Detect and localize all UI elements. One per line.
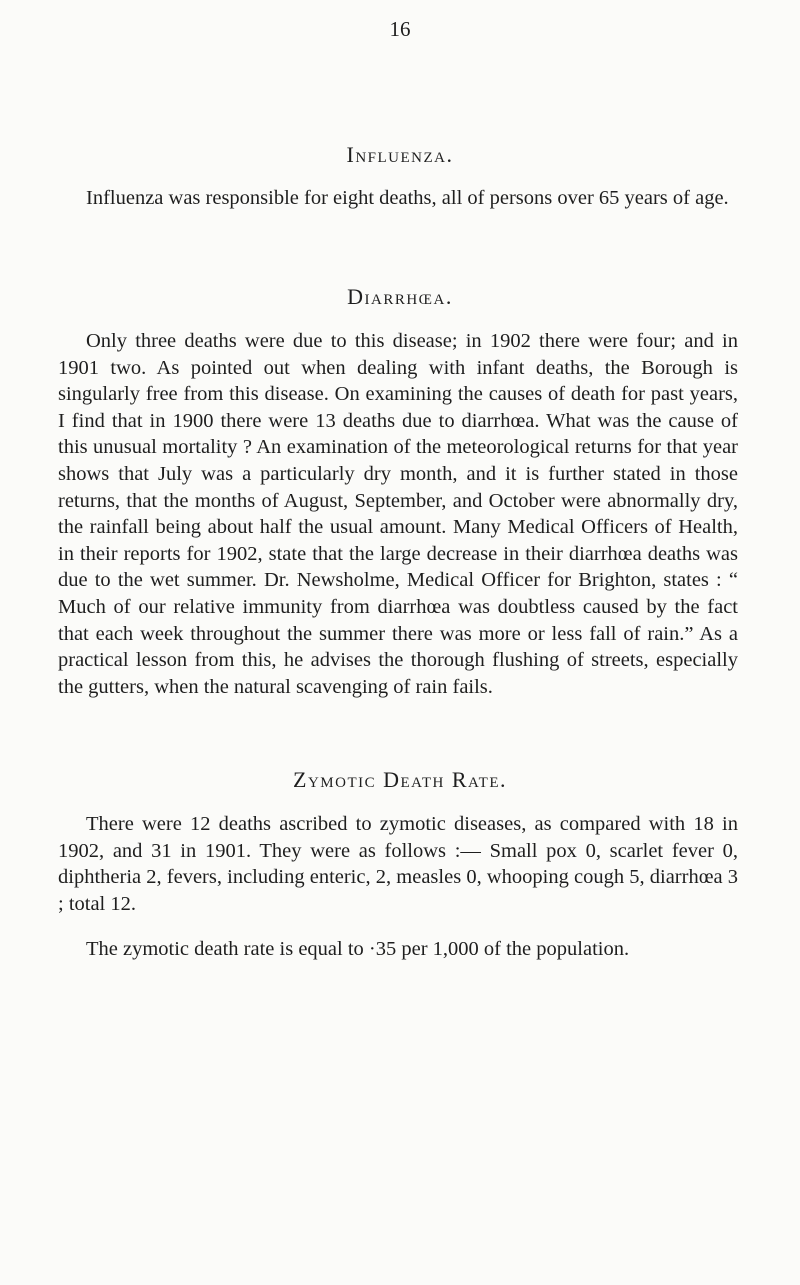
paragraph-zymotic-rate: [58, 936, 738, 963]
page-number: 16: [389, 17, 411, 41]
paragraph-zymotic-deaths-text: There were 12 deaths ascribed to zymotic diseases, as compared with 18 in 1902, and 31 in 1901. They were as follows :— Small pox 0, scarlet fever 0, diphtheria 2, fevers, including enteric, 2, measles 0, whooping cough 5, diarrhœa 3 ; total 12.: [58, 813, 738, 915]
paragraph-zymotic-deaths: [58, 811, 738, 917]
heading-influenza: Influenza.: [346, 142, 454, 167]
paragraph-diarrhoea: [58, 328, 738, 700]
paragraph-influenza-text: Influenza was responsible for eight deaths, all of persons over 65 years of age.: [86, 187, 729, 209]
paragraph-influenza: [58, 185, 738, 212]
paragraph-zymotic-rate-text: The zymotic death rate is equal to ·35 per 1,000 of the population.: [86, 938, 630, 960]
heading-zymotic-death-rate: Zymotic Death Rate.: [293, 767, 507, 792]
heading-diarrhoea: Diarrhœa.: [347, 284, 453, 309]
paragraph-diarrhoea-text: Only three deaths were due to this disease; in 1902 there were four; and in 1901 two. As pointed out when dealing with infant deaths, the Borough is singularly free from this disease. On examining the causes of death for past years, I find that in 1900 there were 13 deaths due to diarrhœa. What was the cause of this unusual mortality ? An examination of the meteorological returns for that year shows that July was a particularly dry month, and it is further stated in those returns, that the months of August, September, and October were abnormally dry, the rainfall being about half the usual amount. Many Medical Officers of Health, in their reports for 1902, state that the large decrease in their diarrhœa deaths was due to the wet summer. Dr. Newsholme, Medical Officer for Brighton, states : “ Much of our relative immunity from diarrhœa was doubtless caused by the fact that each week throughout the summer there was more or less fall of rain.” As a practical lesson from this, he advises the thorough flushing of streets, especially the gutters, when the natural scavenging of rain fails.: [58, 330, 738, 698]
